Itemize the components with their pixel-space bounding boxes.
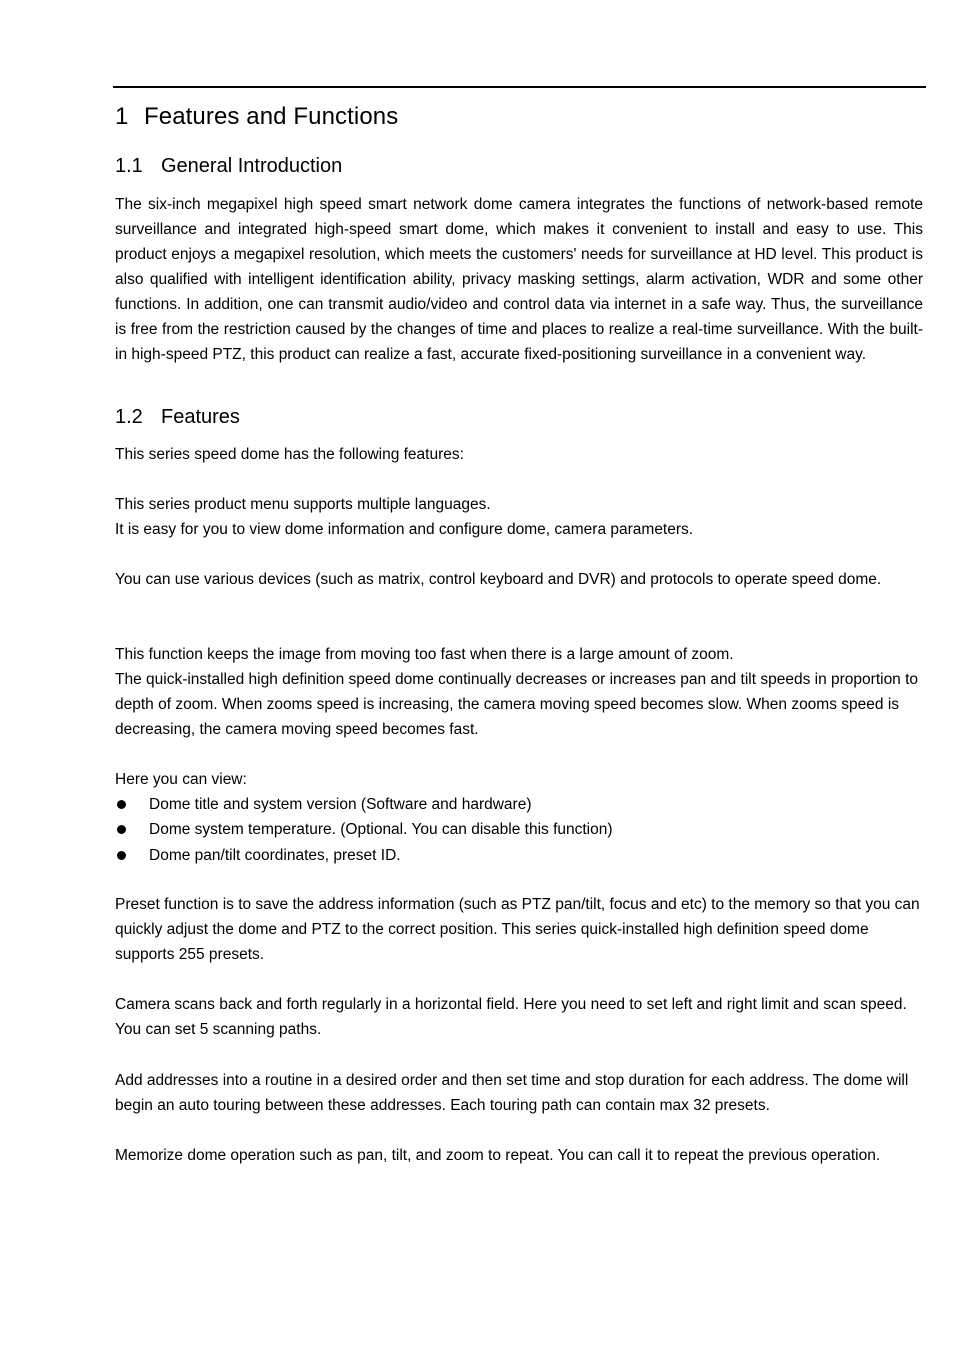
header-rule <box>113 86 926 88</box>
list-item-text: Dome pan/tilt coordinates, preset ID. <box>149 846 401 864</box>
bullet-icon <box>117 800 126 809</box>
section-heading-features <box>115 406 240 429</box>
view-intro-text: Here you can view: <box>115 771 247 788</box>
pattern-text: Memorize dome operation such as pan, tilt, and zoom to repeat. You can call it to repeat the previous operation. <box>115 1147 881 1164</box>
protocol-text: You can use various devices (such as matrix, control keyboard and DVR) and protocols to operate speed dome. <box>115 571 882 588</box>
zoom-function-text: This function keeps the image from moving too fast when there is a large amount of zoom. <box>115 646 734 663</box>
multi-language-text: This series product menu supports multiple languages. <box>115 496 491 513</box>
list-item <box>115 792 923 817</box>
bullet-icon <box>117 825 126 834</box>
view-items-list <box>115 792 923 868</box>
section-number: 1.2 <box>115 406 143 428</box>
bullet-icon <box>117 851 126 860</box>
proportional-zoom-text: The quick-installed high definition speed dome continually decreases or increases pan and tilt speeds in proportion to depth of zoom. When zooms speed is increasing, the camera moving speed becomes slow. When zooms speed is decreasing, the camera moving speed becomes fast. <box>115 671 919 738</box>
section-number: 1.1 <box>115 155 143 177</box>
section-title: Features <box>161 406 240 428</box>
list-item <box>115 817 923 842</box>
tour-text: Add addresses into a routine in a desired order and then set time and stop duration for each address. The dome will begin an auto touring between these addresses. Each touring path can contain max 32 presets. <box>115 1072 909 1114</box>
list-item-text: Dome title and system version (Software and hardware) <box>149 796 532 813</box>
dome-info-text: It is easy for you to view dome information and configure dome, camera parameters. <box>115 521 694 538</box>
list-item <box>115 843 923 868</box>
scan-text: Camera scans back and forth regularly in a horizontal field. Here you need to set left and right limit and scan speed. You can set 5 scanning paths. <box>115 996 907 1038</box>
general-introduction-paragraph: The six-inch megapixel high speed smart network dome camera integrates the functions of network-based remote surveillance and integrated high-speed smart dome, which makes it convenient to install and easy to use. This product enjoys a megapixel resolution, which meets the customers' needs for surveillance at HD level. This product is also qualified with intelligent identification ability, privacy masking settings, alarm activation, WDR and some other functions. In addition, one can transmit audio/video and control data via internet in a safe way. Thus, the surveillance is free from the restriction caused by the changes of time and places to realize a real-time surveillance. With the built-in high-speed PTZ, this product can realize a fast, accurate fixed-positioning surveillance in a convenient way. <box>115 196 923 363</box>
list-item-text: Dome system temperature. (Optional. You can disable this function) <box>149 821 613 839</box>
chapter-title: Features and Functions <box>144 103 399 130</box>
section-title: General Introduction <box>161 155 343 177</box>
section-heading-general-introduction <box>115 155 342 178</box>
chapter-heading <box>115 103 398 131</box>
chapter-number: 1 <box>115 103 129 130</box>
features-intro: This series speed dome has the following features: <box>115 446 464 463</box>
preset-text: Preset function is to save the address information (such as PTZ pan/tilt, focus and etc) to the memory so that you can quickly adjust the dome and PTZ to the correct position. This series quick-installed high definition speed dome supports 255 presets. <box>115 896 920 963</box>
